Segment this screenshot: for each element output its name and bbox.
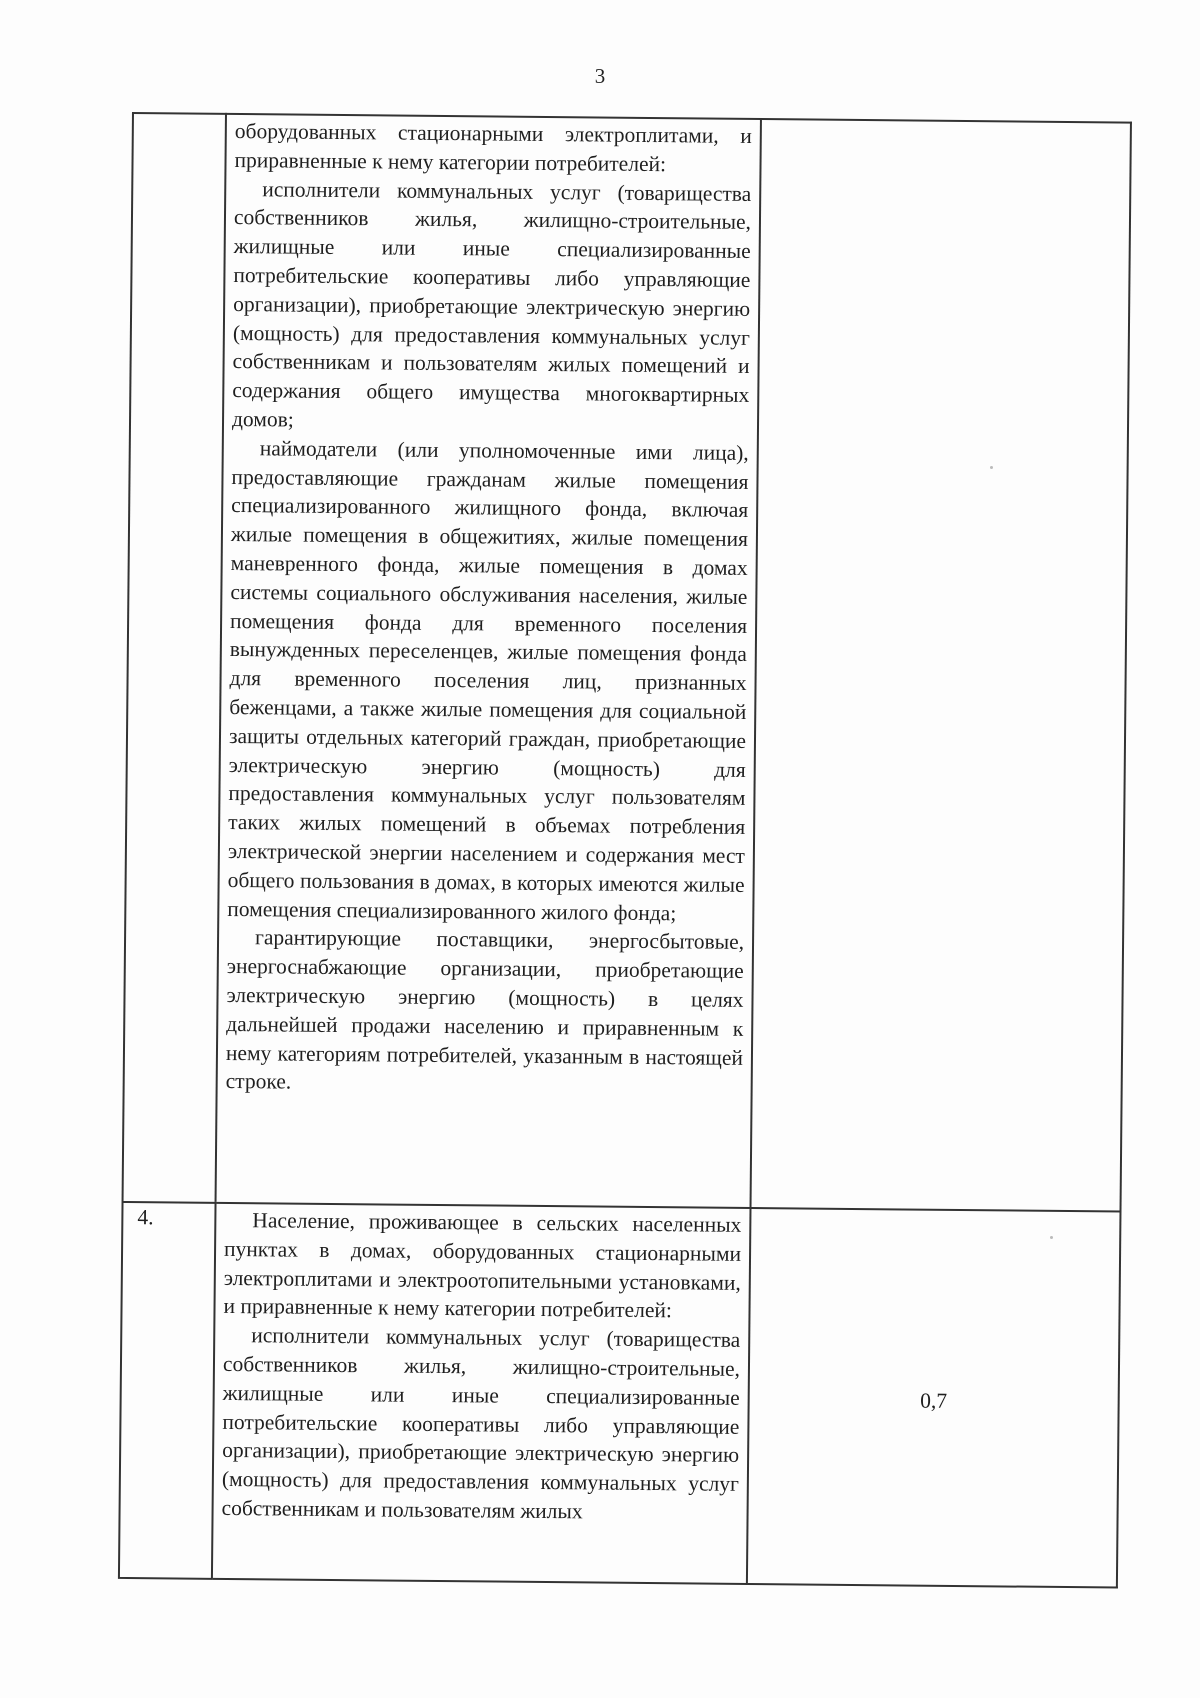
coefficient-cell [748, 1207, 1122, 1589]
description-text [218, 115, 760, 1101]
row-number-cell [122, 112, 227, 1202]
row-number-cell [118, 1201, 217, 1580]
description-text [213, 1204, 749, 1528]
page-number: 3 [594, 64, 606, 88]
paragraph: исполнители коммунальных услуг (товарищества собственников жилья, жилищно-строительные, жилищные или иные специализированные потребительские кооперативы либо управляющие организации), приобретающие электрическую энергию (мощность) для предоставления коммунальных услуг собственникам и пользователям жилых [221, 1323, 741, 1524]
coefficient-value: 0,7 [920, 1388, 948, 1413]
coefficient-value [760, 298, 1128, 302]
paragraph: исполнители коммунальных услуг (товарищества собственников жилья, жилищно-строительные, жилищные или иные специализированные потребительские кооперативы либо управляющие организации), приобретающие электрическую энергию (мощность) для предоставления коммунальных услуг собственникам и пользователям жилых помещений и содержания общего имущества многоквартирных домов; [231, 176, 752, 432]
paragraph: наймодатели (или уполномоченные ими лица), предоставляющие гражданам жилые помещения специализированного жилищного фонда, включая жилые помещения в общежитиях, жилые помещения маневренного фонда, жилые помещения в домах системы социального обслуживания населения, жилые помещения фонда для временного поселения вынужденных переселенцев, жилые помещения фонда для временного поселения лиц, признанных беженцами, а также жилые помещения для социальной защиты отдельных категорий граждан, приобретающие электрическую энергию (мощность) для предоставления коммунальных услуг пользователям таких жилых помещений в объемах потребления электрической энергии населением и содержания мест общего пользования в домах, в которых имеются жилые помещения специализированного жилого фонда; [227, 436, 749, 925]
paragraph: Население, проживающее в сельских населенных пунктах в домах, оборудованных стационарными электроплитами и электроотопительными установками, и приравненные к нему категории потребителей: [223, 1208, 742, 1323]
table-row [118, 1201, 1122, 1589]
paragraph: гарантирующие поставщики, энергосбытовые, энергоснабжающие организации, приобретающие электрическую энергию (мощность) в целях дальнейшей продажи населению и приравненным к нему категориям потребителей, указанным в настоящей строке. [225, 925, 745, 1094]
row-number: 4. [137, 1205, 154, 1230]
scan-speck [990, 466, 993, 469]
paragraph: оборудованных стационарными электроплитами, и приравненные к нему категории потребителей: [234, 118, 752, 176]
coefficient-cell [752, 118, 1132, 1211]
scan-speck [1050, 1236, 1053, 1239]
description-cell [217, 113, 762, 1207]
row-number [134, 114, 225, 117]
tariff-table [118, 112, 1132, 1590]
description-cell [213, 1202, 752, 1585]
table-row [122, 112, 1132, 1211]
